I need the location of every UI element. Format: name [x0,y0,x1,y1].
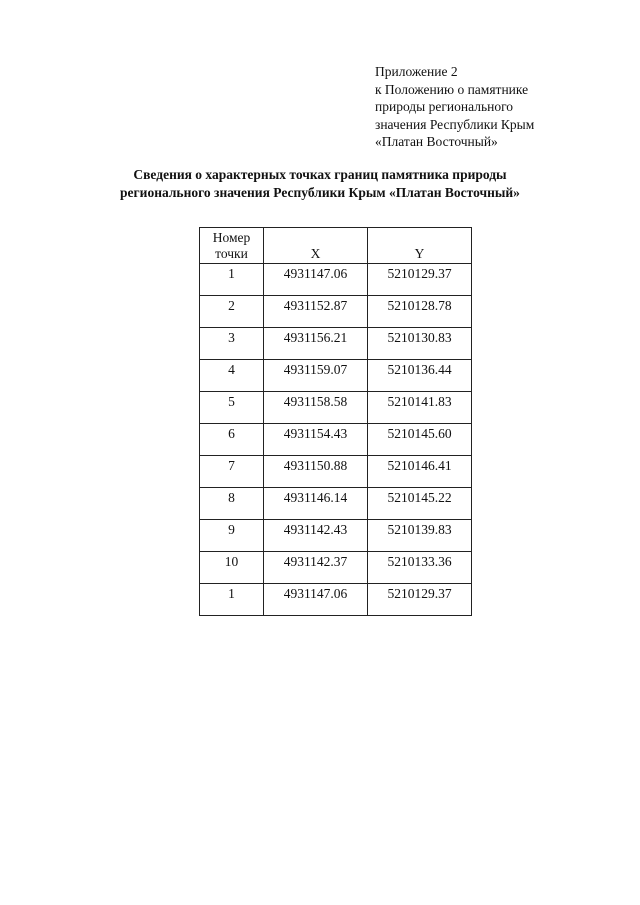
cell-y: 5210141.83 [368,392,472,424]
annex-line: «Платан Восточный» [375,134,498,149]
table-row [200,520,472,552]
table-row [200,488,472,520]
cell-y: 5210133.36 [368,552,472,584]
cell-y: 5210139.83 [368,520,472,552]
table-row [200,264,472,296]
cell-y: 5210129.37 [368,264,472,296]
cell-point-number: 1 [200,264,264,296]
cell-point-number: 9 [200,520,264,552]
title-line: Сведения о характерных точках границ памятника природы [133,167,507,182]
cell-y: 5210128.78 [368,296,472,328]
table-row [200,296,472,328]
header-point-number-line2: точки [215,246,248,261]
cell-x: 4931146.14 [264,488,368,520]
table-row [200,392,472,424]
cell-y: 5210136.44 [368,360,472,392]
cell-x: 4931158.58 [264,392,368,424]
table-row [200,424,472,456]
cell-point-number: 4 [200,360,264,392]
table-row [200,552,472,584]
table-header-row [200,228,472,264]
header-point-number-line1: Номер [212,230,251,245]
cell-x: 4931156.21 [264,328,368,360]
cell-point-number: 1 [200,584,264,616]
title-line: регионального значения Республики Крым «Платан Восточный» [120,184,520,200]
boundary-points-table [199,227,472,616]
header-point-number [200,228,264,264]
annex-line: к Положению о памятнике [375,81,529,97]
annex-line: Приложение 2 [375,64,458,79]
cell-x: 4931152.87 [264,296,368,328]
cell-y: 5210146.41 [368,456,472,488]
annex-line: значения Республики Крым [375,116,535,132]
cell-y: 5210129.37 [368,584,472,616]
cell-x: 4931154.43 [264,424,368,456]
cell-x: 4931159.07 [264,360,368,392]
cell-x: 4931150.88 [264,456,368,488]
cell-point-number: 7 [200,456,264,488]
header-x: X [264,228,368,264]
cell-point-number: 3 [200,328,264,360]
header-y: Y [368,228,472,264]
cell-x: 4931142.43 [264,520,368,552]
cell-y: 5210145.60 [368,424,472,456]
table-row [200,456,472,488]
annex-header [375,63,534,151]
cell-x: 4931142.37 [264,552,368,584]
annex-line: природы регионального [375,99,514,114]
cell-x: 4931147.06 [264,584,368,616]
cell-point-number: 8 [200,488,264,520]
table-row [200,328,472,360]
cell-point-number: 2 [200,296,264,328]
cell-y: 5210145.22 [368,488,472,520]
cell-point-number: 5 [200,392,264,424]
cell-point-number: 10 [200,552,264,584]
cell-point-number: 6 [200,424,264,456]
table-row [200,360,472,392]
table-row [200,584,472,616]
cell-x: 4931147.06 [264,264,368,296]
cell-y: 5210130.83 [368,328,472,360]
document-title [0,166,640,201]
